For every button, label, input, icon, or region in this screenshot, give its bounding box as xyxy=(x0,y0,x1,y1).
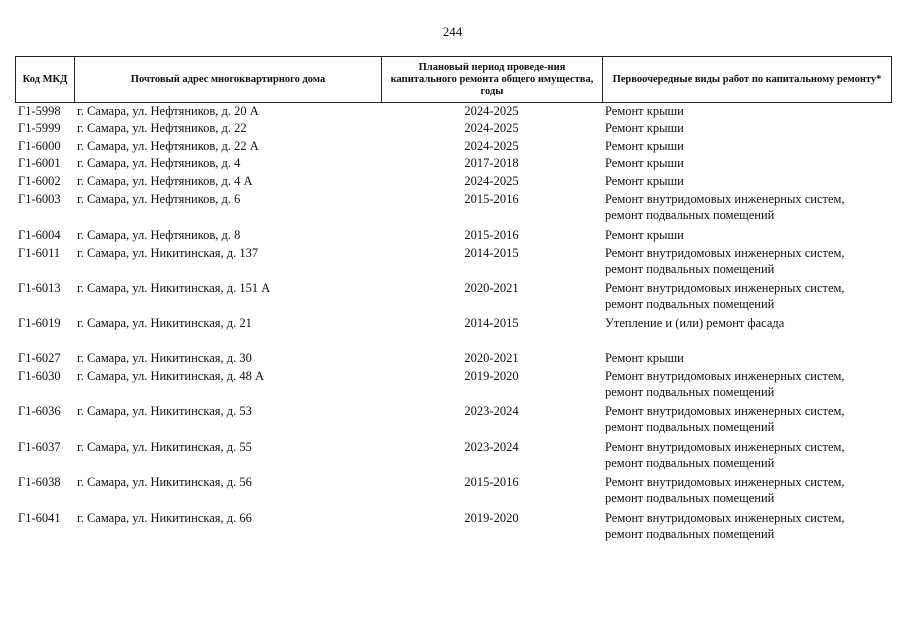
work-line-1: Ремонт крыши xyxy=(605,104,684,118)
mkd-code: Г1-6041 xyxy=(18,511,61,525)
postal-address: г. Самара, ул. Нефтяников, д. 22 А xyxy=(77,139,259,153)
work-line-1: Ремонт крыши xyxy=(605,351,684,365)
mkd-code: Г1-6037 xyxy=(18,440,61,454)
mkd-code: Г1-6036 xyxy=(18,404,61,418)
work-types xyxy=(602,138,684,154)
table-row xyxy=(15,280,892,316)
work-types xyxy=(602,315,784,331)
mkd-code: Г1-5998 xyxy=(18,104,61,118)
repair-period: 2024-2025 xyxy=(464,139,519,153)
postal-address: г. Самара, ул. Нефтяников, д. 20 А xyxy=(77,104,259,118)
table-row xyxy=(15,403,892,439)
table-row xyxy=(15,191,892,227)
repair-period: 2023-2024 xyxy=(464,404,519,418)
repair-period: 2020-2021 xyxy=(464,281,519,295)
work-line-2: ремонт подвальных помещений xyxy=(605,420,775,434)
work-line-2: ремонт подвальных помещений xyxy=(605,385,775,399)
work-types xyxy=(602,173,684,189)
mkd-code: Г1-5999 xyxy=(18,121,61,135)
work-types xyxy=(602,227,684,243)
work-line-1: Ремонт крыши xyxy=(605,174,684,188)
work-line-1: Ремонт внутридомовых инженерных систем, xyxy=(605,511,845,525)
mkd-code: Г1-6002 xyxy=(18,174,61,188)
postal-address: г. Самара, ул. Никитинская, д. 30 xyxy=(77,351,252,365)
work-line-1: Ремонт внутридомовых инженерных систем, xyxy=(605,246,845,260)
header-address: Почтовый адрес многоквартирного дома xyxy=(74,57,381,102)
mkd-code: Г1-6013 xyxy=(18,281,61,295)
work-line-2: ремонт подвальных помещений xyxy=(605,297,775,311)
work-line-1: Утепление и (или) ремонт фасада xyxy=(605,316,785,330)
work-types xyxy=(602,245,845,277)
postal-address: г. Самара, ул. Никитинская, д. 53 xyxy=(77,404,252,418)
repair-period: 2014-2015 xyxy=(464,316,519,330)
work-types xyxy=(602,103,684,119)
header-code: Код МКД xyxy=(15,57,74,102)
work-types xyxy=(602,280,845,312)
work-line-1: Ремонт внутридомовых инженерных систем, xyxy=(605,475,845,489)
repair-period: 2017-2018 xyxy=(464,156,519,170)
page-number: 244 xyxy=(442,24,463,39)
table-row xyxy=(15,510,892,546)
work-types xyxy=(602,510,845,542)
repair-period: 2023-2024 xyxy=(464,440,519,454)
table-row xyxy=(15,315,892,351)
postal-address: г. Самара, ул. Никитинская, д. 48 А xyxy=(77,369,265,383)
table-row xyxy=(15,439,892,475)
table-row xyxy=(15,368,892,404)
work-types xyxy=(602,120,684,136)
repair-period: 2019-2020 xyxy=(464,369,519,383)
mkd-code: Г1-6011 xyxy=(18,246,61,260)
postal-address: г. Самара, ул. Нефтяников, д. 8 xyxy=(77,228,241,242)
postal-address: г. Самара, ул. Нефтяников, д. 4 А xyxy=(77,174,253,188)
postal-address: г. Самара, ул. Никитинская, д. 66 xyxy=(77,511,252,525)
postal-address: г. Самара, ул. Нефтяников, д. 4 xyxy=(77,156,241,170)
work-line-1: Ремонт внутридомовых инженерных систем, xyxy=(605,404,845,418)
work-line-2: ремонт подвальных помещений xyxy=(605,491,775,505)
repair-period: 2014-2015 xyxy=(464,246,519,260)
table-row xyxy=(15,245,892,281)
work-types xyxy=(602,368,845,400)
repair-schedule-table xyxy=(15,56,892,541)
postal-address: г. Самара, ул. Никитинская, д. 151 А xyxy=(77,281,271,295)
postal-address: г. Самара, ул. Никитинская, д. 21 xyxy=(77,316,252,330)
work-line-2: ремонт подвальных помещений xyxy=(605,262,775,276)
repair-period: 2024-2025 xyxy=(464,104,519,118)
work-types xyxy=(602,155,684,171)
table-row xyxy=(15,474,892,510)
table-header xyxy=(15,56,892,103)
postal-address: г. Самара, ул. Нефтяников, д. 22 xyxy=(77,121,247,135)
work-line-1: Ремонт крыши xyxy=(605,156,684,170)
header-work: Первоочередные виды работ по капитальному ремонту* xyxy=(602,57,892,102)
repair-period: 2015-2016 xyxy=(464,228,519,242)
repair-period: 2015-2016 xyxy=(464,192,519,206)
postal-address: г. Самара, ул. Никитинская, д. 137 xyxy=(77,246,259,260)
work-types xyxy=(602,350,684,366)
mkd-code: Г1-6004 xyxy=(18,228,61,242)
postal-address: г. Самара, ул. Нефтяников, д. 6 xyxy=(77,192,241,206)
mkd-code: Г1-6030 xyxy=(18,369,61,383)
work-line-1: Ремонт внутридомовых инженерных систем, xyxy=(605,369,845,383)
repair-period: 2015-2016 xyxy=(464,475,519,489)
work-types xyxy=(602,403,845,435)
mkd-code: Г1-6000 xyxy=(18,139,61,153)
mkd-code: Г1-6019 xyxy=(18,316,61,330)
repair-period: 2024-2025 xyxy=(464,121,519,135)
repair-period: 2024-2025 xyxy=(464,174,519,188)
repair-period: 2020-2021 xyxy=(464,351,519,365)
mkd-code: Г1-6027 xyxy=(18,351,61,365)
work-types xyxy=(602,191,845,223)
work-line-1: Ремонт крыши xyxy=(605,121,684,135)
repair-period: 2019-2020 xyxy=(464,511,519,525)
work-line-1: Ремонт крыши xyxy=(605,139,684,153)
work-types xyxy=(602,474,845,506)
mkd-code: Г1-6038 xyxy=(18,475,61,489)
work-line-2: ремонт подвальных помещений xyxy=(605,527,775,541)
postal-address: г. Самара, ул. Никитинская, д. 55 xyxy=(77,440,252,454)
postal-address: г. Самара, ул. Никитинская, д. 56 xyxy=(77,475,252,489)
work-line-1: Ремонт внутридомовых инженерных систем, xyxy=(605,281,845,295)
work-line-2: ремонт подвальных помещений xyxy=(605,208,775,222)
header-period: Плановый период проведе-ния капитального ремонта общего имущества, годы xyxy=(381,57,602,102)
work-types xyxy=(602,439,845,471)
mkd-code: Г1-6001 xyxy=(18,156,61,170)
work-line-1: Ремонт внутридомовых инженерных систем, xyxy=(605,440,845,454)
work-line-2: ремонт подвальных помещений xyxy=(605,456,775,470)
work-line-1: Ремонт внутридомовых инженерных систем, xyxy=(605,192,845,206)
work-line-1: Ремонт крыши xyxy=(605,228,684,242)
mkd-code: Г1-6003 xyxy=(18,192,61,206)
